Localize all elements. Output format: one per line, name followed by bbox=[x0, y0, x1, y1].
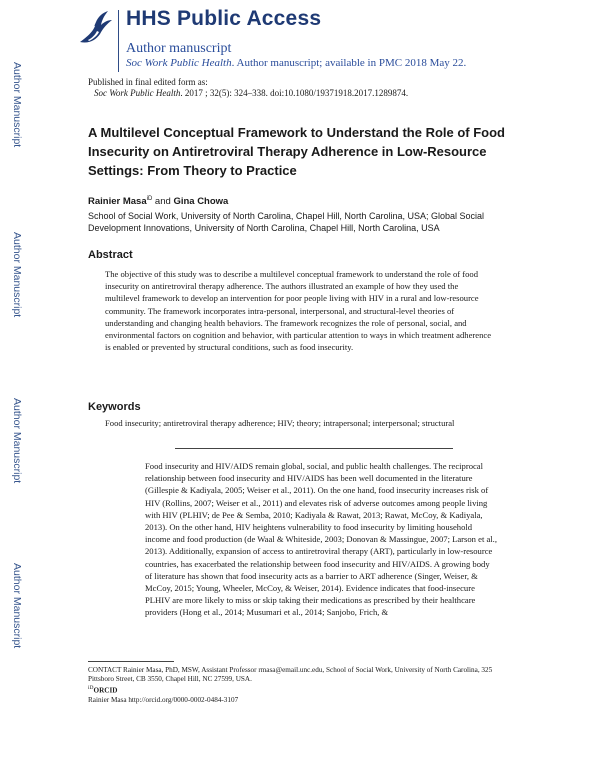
keywords-text: Food insecurity; antiretroviral therapy adherence; HIV; theory; intrapersonal; interpersonal; structural bbox=[105, 418, 455, 428]
author-name: Gina Chowa bbox=[173, 196, 229, 208]
side-label-author-manuscript: Author Manuscript bbox=[11, 232, 23, 318]
footnote-divider bbox=[88, 661, 174, 662]
article-title: A Multilevel Conceptual Framework to Understand the Role of Food Insecurity on Antiretroviral Therapy Adherence in Low-Resource Settings: From Theory to Practice bbox=[88, 125, 505, 178]
availability-text: . Author manuscript; available in PMC 2018 May 22. bbox=[231, 57, 467, 69]
author-manuscript-subtitle: Author manuscript bbox=[126, 41, 232, 56]
hhs-header bbox=[72, 6, 542, 76]
journal-availability-line bbox=[126, 57, 466, 69]
citation-journal: Soc Work Public Health bbox=[94, 88, 181, 98]
orcid-link[interactable]: Rainier Masa http://orcid.org/0000-0002-0484-3107 bbox=[88, 696, 239, 704]
hhs-eagle-logo-icon bbox=[74, 8, 114, 50]
body-paragraph: Food insecurity and HIV/AIDS remain global, social, and public health challenges. The reciprocal relationship between food insecurity and HIV/AIDS has been well documented in the literature (Gillespie & Kadiyala, 2005; Weiser et al., 2011). On the one hand, food insecurity increases risk of HIV (Rollins, 2007; Weiser et al., 2011) and elevates risk of adverse outcomes among people living with HIV (PLHIV; de Pee & Semba, 2010; Kadiyala & Rawat, 2013; Rawat, McCoy, & Kadiyala, 2013). On the other hand, HIV heightens vulnerability to food insecurity by limiting household income and food production (de Waal & Whiteside, 2003; Donovan & Massingue, 2007; Larson et al., 2013). Additionally, expansion of access to antiretroviral therapy (ART), particularly in low-resource countries, has exacerbated the relationship between food insecurity and HIV/AIDS. A growing body of literature has shown that food insecurity acts as a barrier to ART adherence (Singer, Weiser, & McCoy, 2015; Young, Wheeler, McCoy, & Weiser, 2014). Evidence indicates that food-insecure PLHIV are more likely to miss or skip taking their medications as prescribed by their healthcare providers (Hong et al., 2014; Musumari et al., 2014; Sanjobo, Frich, & bbox=[145, 461, 497, 618]
citation-line bbox=[88, 88, 408, 99]
orcid-heading-label: ORCID bbox=[93, 686, 118, 695]
orcid-heading bbox=[88, 684, 508, 696]
author-line bbox=[88, 196, 228, 207]
hhs-public-access-title: HHS Public Access bbox=[126, 7, 322, 30]
citation-details: . 2017 ; 32(5): 324–338. doi:10.1080/19371918.2017.1289874. bbox=[180, 88, 409, 98]
published-label: Published in final edited form as: bbox=[88, 77, 208, 87]
author-name: Rainier Masa bbox=[88, 196, 147, 208]
footnote bbox=[88, 666, 508, 705]
publication-info bbox=[88, 77, 408, 99]
author-affiliation: School of Social Work, University of North Carolina, Chapel Hill, North Carolina, USA; Global Social Development Innovations, University of North Carolina, Chapel Hill, North Carolina, USA bbox=[88, 211, 484, 233]
keywords-divider bbox=[175, 448, 453, 449]
contact-footnote: CONTACT Rainier Masa, PhD, MSW, Assistant Professor rmasa@email.unc.edu, School of Social Work, University of North Carolina, 325 Pittsboro Street, CB 3550, Chapel Hill, NC 27599, USA. bbox=[88, 666, 493, 684]
author-conjunction: and bbox=[152, 196, 174, 208]
journal-name: Soc Work Public Health bbox=[126, 57, 232, 69]
orcid-icon[interactable]: iD bbox=[146, 196, 153, 202]
side-label-author-manuscript: Author Manuscript bbox=[11, 398, 23, 484]
keywords-heading: Keywords bbox=[88, 401, 141, 413]
abstract-text: The objective of this study was to describe a multilevel conceptual framework to understand the role of food insecurity on antiretroviral therapy adherence. The authors illustrated an example of how they used the multilevel framework to develop an intervention for poor people living with HIV in a rural and low-resource community. The framework incorporates intra-personal, interpersonal, and structural-level theories of understanding and changing health behaviors. The framework recognizes the role of personal, social, and environmental factors on cognition and behavior, with particular attention to ways in which treatment adherence is enabled or prevented by structural conditions, such as food insecurity. bbox=[105, 269, 492, 353]
side-label-author-manuscript: Author Manuscript bbox=[11, 563, 23, 649]
orcid-icon: iD bbox=[88, 685, 94, 692]
side-label-author-manuscript: Author Manuscript bbox=[11, 62, 23, 148]
abstract-heading: Abstract bbox=[88, 249, 133, 261]
header-divider bbox=[118, 10, 119, 72]
